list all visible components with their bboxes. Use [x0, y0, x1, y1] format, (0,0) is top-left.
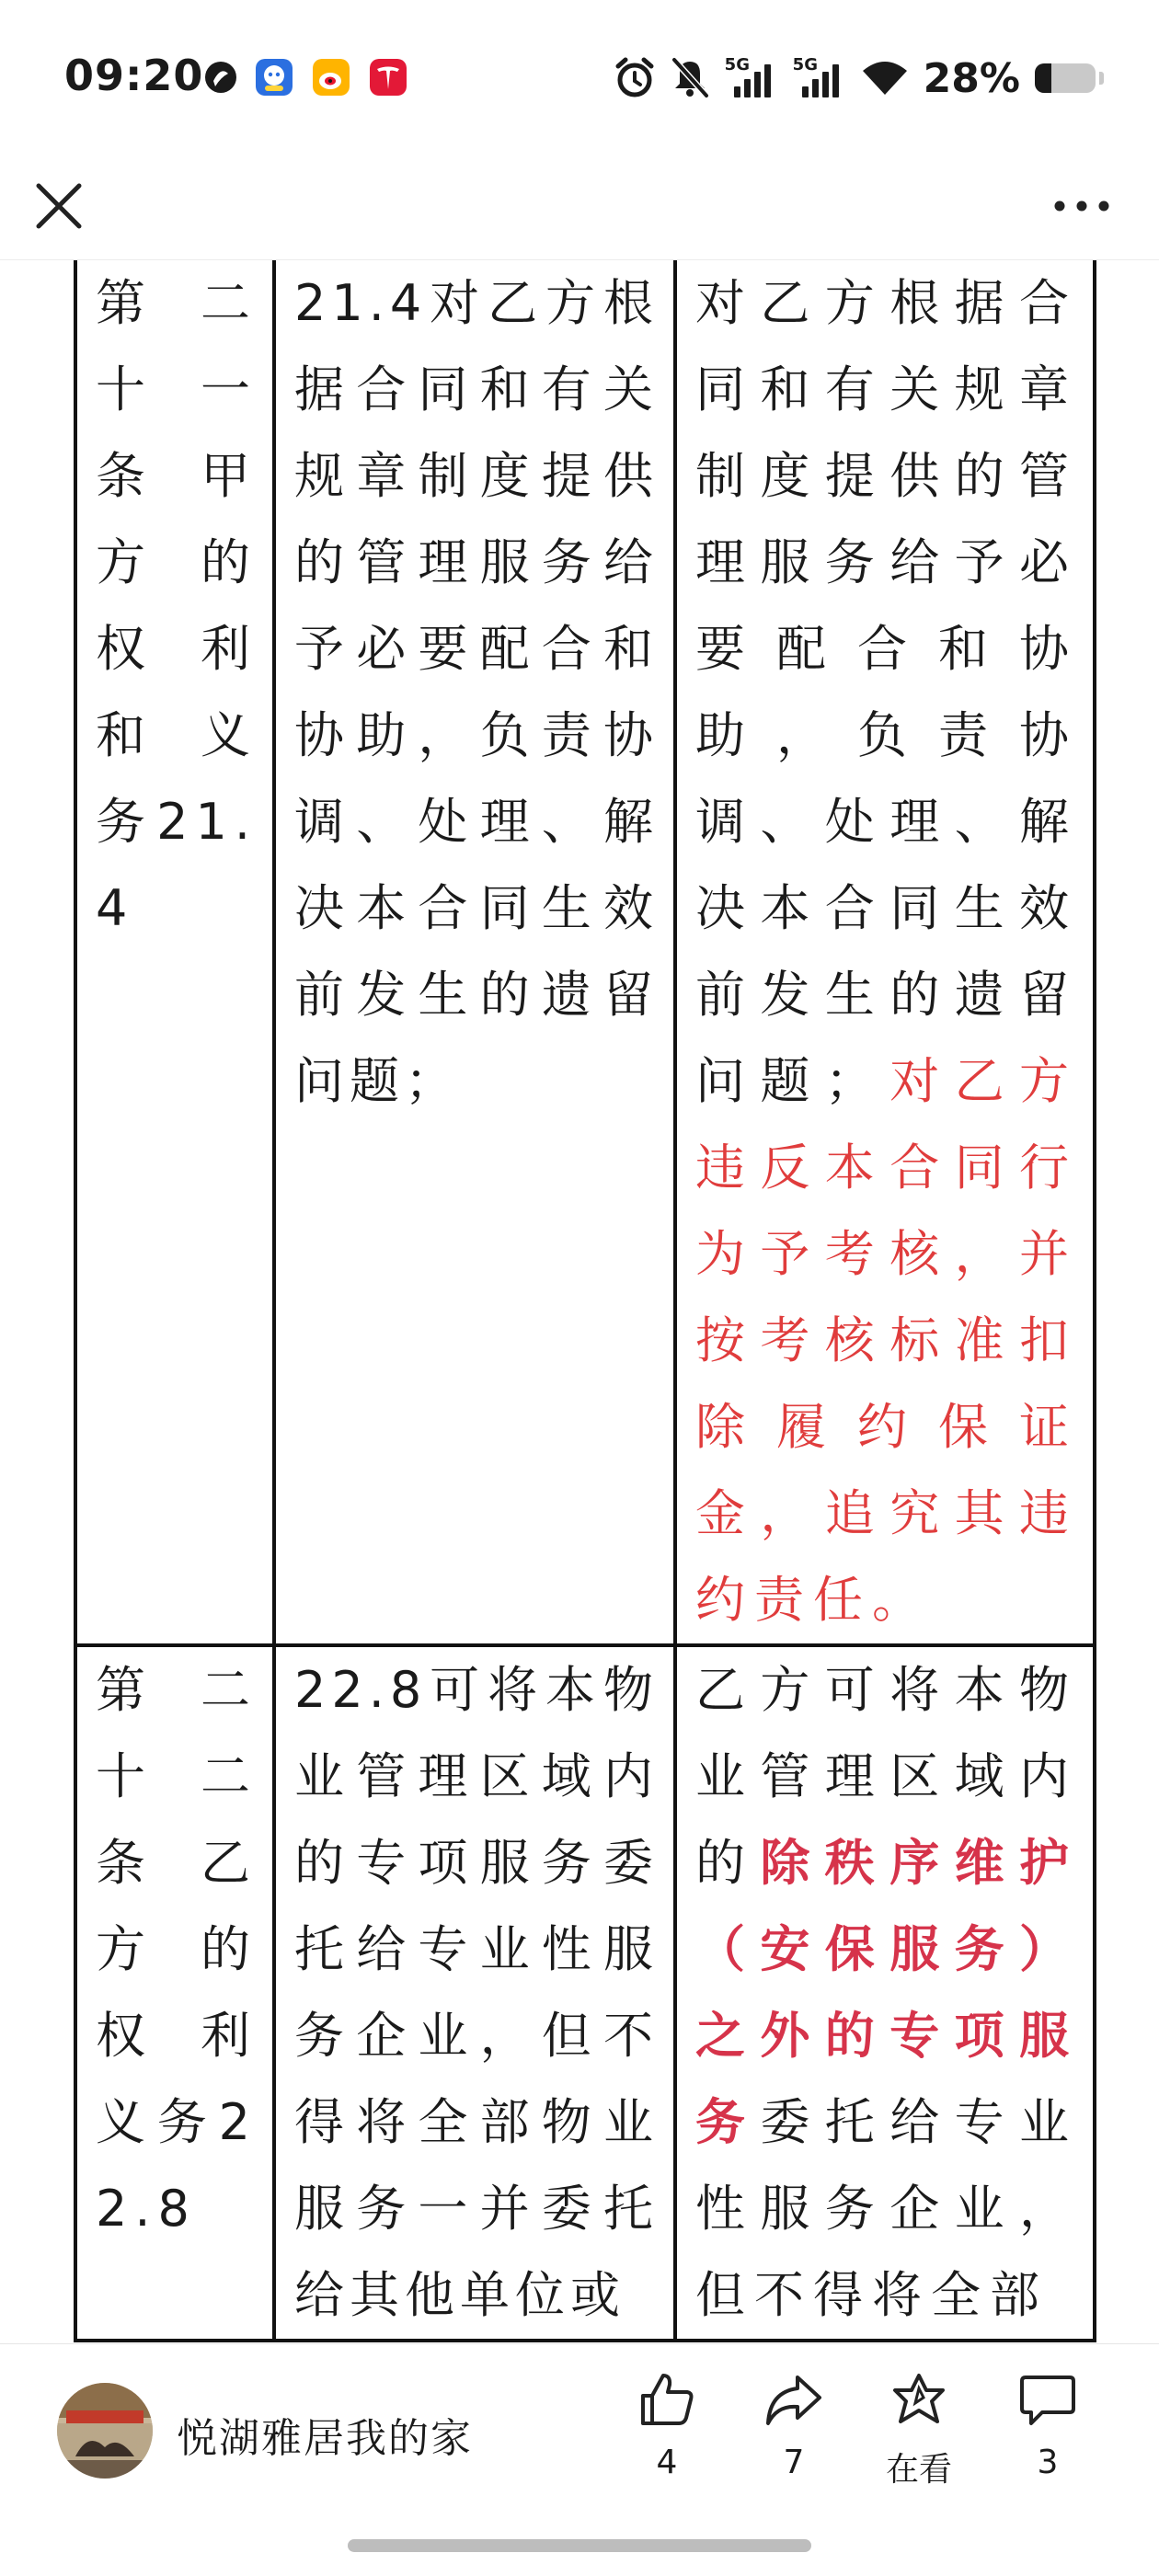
signal-icon-2: [793, 55, 846, 101]
battery-icon: [1035, 63, 1096, 93]
share-icon: [764, 2372, 823, 2427]
share-count: 7: [783, 2444, 805, 2481]
battery-fill: [1035, 63, 1051, 93]
comment-button[interactable]: [988, 2372, 1107, 2481]
status-time: 09:20: [64, 51, 204, 100]
mute-icon: [670, 57, 710, 99]
watching-star-icon: [889, 2372, 948, 2427]
avatar-image: [57, 2383, 153, 2479]
weibo-icon: [313, 59, 350, 96]
revised-text-cell: [675, 1645, 1095, 2341]
watching-label: 在看: [885, 2451, 952, 2489]
like-button[interactable]: [607, 2372, 727, 2481]
status-bar: [0, 0, 1159, 156]
article-content[interactable]: [0, 260, 1159, 2343]
tesla-icon: [370, 59, 407, 96]
top-bar: [0, 156, 1159, 260]
clause-number: 21.4: [294, 274, 428, 332]
network-label-2: 5G: [792, 55, 818, 74]
home-indicator[interactable]: [348, 2539, 811, 2552]
avatar[interactable]: [57, 2383, 153, 2479]
table-row: [75, 1645, 1095, 2341]
revised-added-text: 对乙方违反本合同行为予考核，并按考核标准扣除履约保证金，追究其违约责任。: [695, 1052, 1079, 1629]
battery-percent: 28%: [923, 54, 1020, 102]
network-label: 5G: [724, 55, 750, 74]
revised-added-text: 除秩序维护（安保服务）之外的专项服务: [695, 1834, 1079, 2151]
original-text: 可将本物业管理区域内的专项服务委托给专业性服务企业，但不得将全部物业服务一并委托给其他单位或: [294, 1661, 659, 2324]
author-name[interactable]: 悦湖雅居我的家: [177, 2415, 473, 2462]
comment-count: 3: [1037, 2444, 1059, 2481]
revised-text: 对乙方根据合同和有关规章制度提供的管理服务给予必要配合和协助，负责协调、处理、解决本合同生效前发生的遗留问题；: [695, 274, 1078, 1110]
vpn-icon: [202, 59, 239, 96]
battery-tip: [1099, 72, 1104, 85]
table-row: [75, 260, 1095, 1645]
revised-text-tail: 委托给专业性服务企业，但不得将全部: [695, 2093, 1079, 2324]
more-icon[interactable]: [1052, 189, 1111, 223]
original-text: 对乙方根据合同和有关规章制度提供的管理服务给予必要配合和协助，负责协调、处理、解决本合同生效前发生的遗留问题；: [294, 274, 659, 1110]
original-text-cell: [274, 260, 675, 1645]
share-button[interactable]: [734, 2372, 854, 2481]
original-text-cell: [274, 1645, 675, 2341]
revised-text: 乙方可将本物业管理区域内的: [695, 1661, 1078, 1892]
close-icon[interactable]: [33, 180, 85, 232]
clause-number: 22.8: [294, 1661, 428, 1719]
bottom-action-bar: [0, 2343, 1159, 2576]
chat-app-icon: [256, 59, 293, 96]
clause-cell: 第二十一条甲方的权利和义务21.4: [75, 260, 274, 1645]
clause-cell: 第二十二条乙方的权利义务22.8: [75, 1645, 274, 2341]
like-count: 4: [656, 2444, 678, 2481]
revised-text-cell: [675, 260, 1095, 1645]
alarm-icon: [614, 57, 655, 99]
contract-comparison-table: [74, 260, 1096, 2342]
status-indicators: [614, 53, 1104, 103]
wifi-icon: [861, 58, 909, 98]
comment-icon: [1018, 2372, 1077, 2427]
watching-button[interactable]: [859, 2372, 979, 2490]
thumbs-up-icon: [637, 2372, 696, 2427]
signal-icon: [725, 55, 778, 101]
